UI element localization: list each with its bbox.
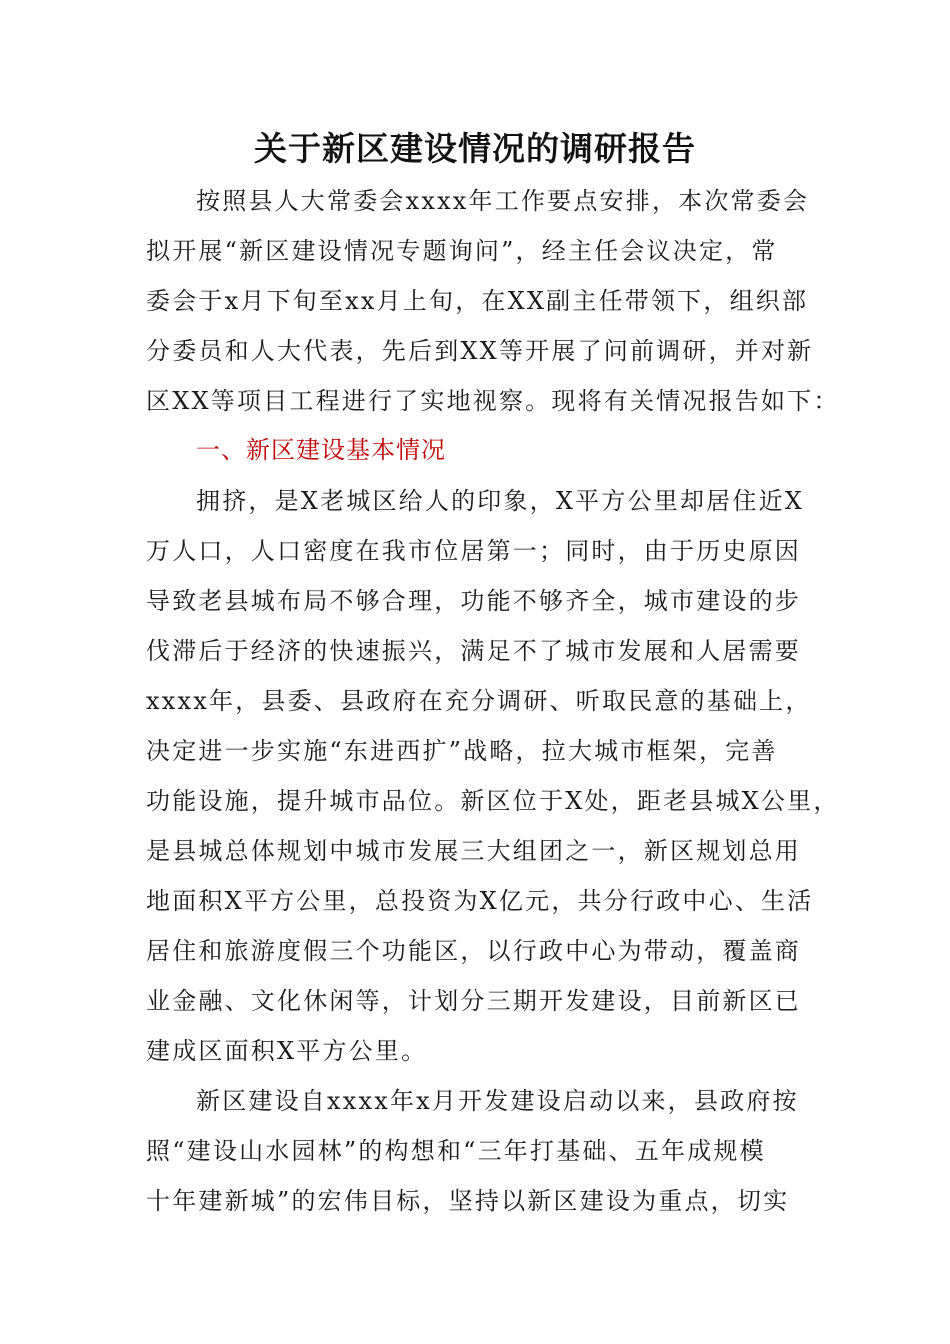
paragraph-line: 分委员和人大代表，先后到XX等开展了问前调研，并对新 — [146, 337, 814, 365]
paragraph-line: 按照县人大常委会xxxx年工作要点安排，本次常委会 — [196, 187, 810, 215]
paragraph-line: 是县城总体规划中城市发展三大组团之一，新区规划总用 — [146, 837, 801, 865]
paragraph-line: 拟开展“新区建设情况专题询问”，经主任会议决定，常 — [146, 237, 778, 265]
paragraph-line: 万人口，人口密度在我市位居第一；同时，由于历史原因 — [146, 537, 801, 565]
paragraph-line: 业金融、文化休闲等，计划分三期开发建设，目前新区已 — [146, 987, 801, 1015]
paragraph-line: 委会于x月下旬至xx月上旬，在XX副主任带领下，组织部 — [146, 287, 809, 315]
paragraph-line: xxxx年，县委、县政府在充分调研、听取民意的基础上， — [146, 687, 812, 715]
paragraph-line: 导致老县城布局不够合理，功能不够齐全，城市建设的步 — [146, 587, 801, 615]
section-heading: 一、新区建设基本情况 — [196, 436, 446, 464]
paragraph-line: 新区建设自xxxx年x月开发建设启动以来，县政府按 — [196, 1087, 799, 1115]
paragraph-line: 地面积X平方公里，总投资为X亿元，共分行政中心、生活 — [146, 887, 814, 915]
paragraph-line: 区XX等项目工程进行了实地视察。现将有关情况报告如下： — [146, 387, 840, 415]
paragraph-line: 居住和旅游度假三个功能区，以行政中心为带动，覆盖商 — [146, 937, 801, 965]
paragraph-line: 拥挤，是X老城区给人的印象，X平方公里却居住近X — [196, 487, 805, 515]
paragraph-line: 功能设施，提升城市品位。新区位于X处，距老县城X公里， — [146, 787, 840, 815]
paragraph-line: 照“建设山水园林”的构想和“三年打基础、五年成规模 — [146, 1137, 766, 1165]
paragraph-line: 建成区面积X平方公里。 — [146, 1037, 428, 1065]
document-title: 关于新区建设情况的调研报告 — [254, 129, 696, 168]
paragraph-line: 决定进一步实施“东进西扩”战略，拉大城市框架，完善 — [146, 737, 778, 765]
paragraph-line: 伐滞后于经济的快速振兴，满足不了城市发展和人居需要 — [146, 637, 801, 665]
paragraph-line: 十年建新城”的宏伟目标，坚持以新区建设为重点，切实 — [146, 1187, 790, 1215]
